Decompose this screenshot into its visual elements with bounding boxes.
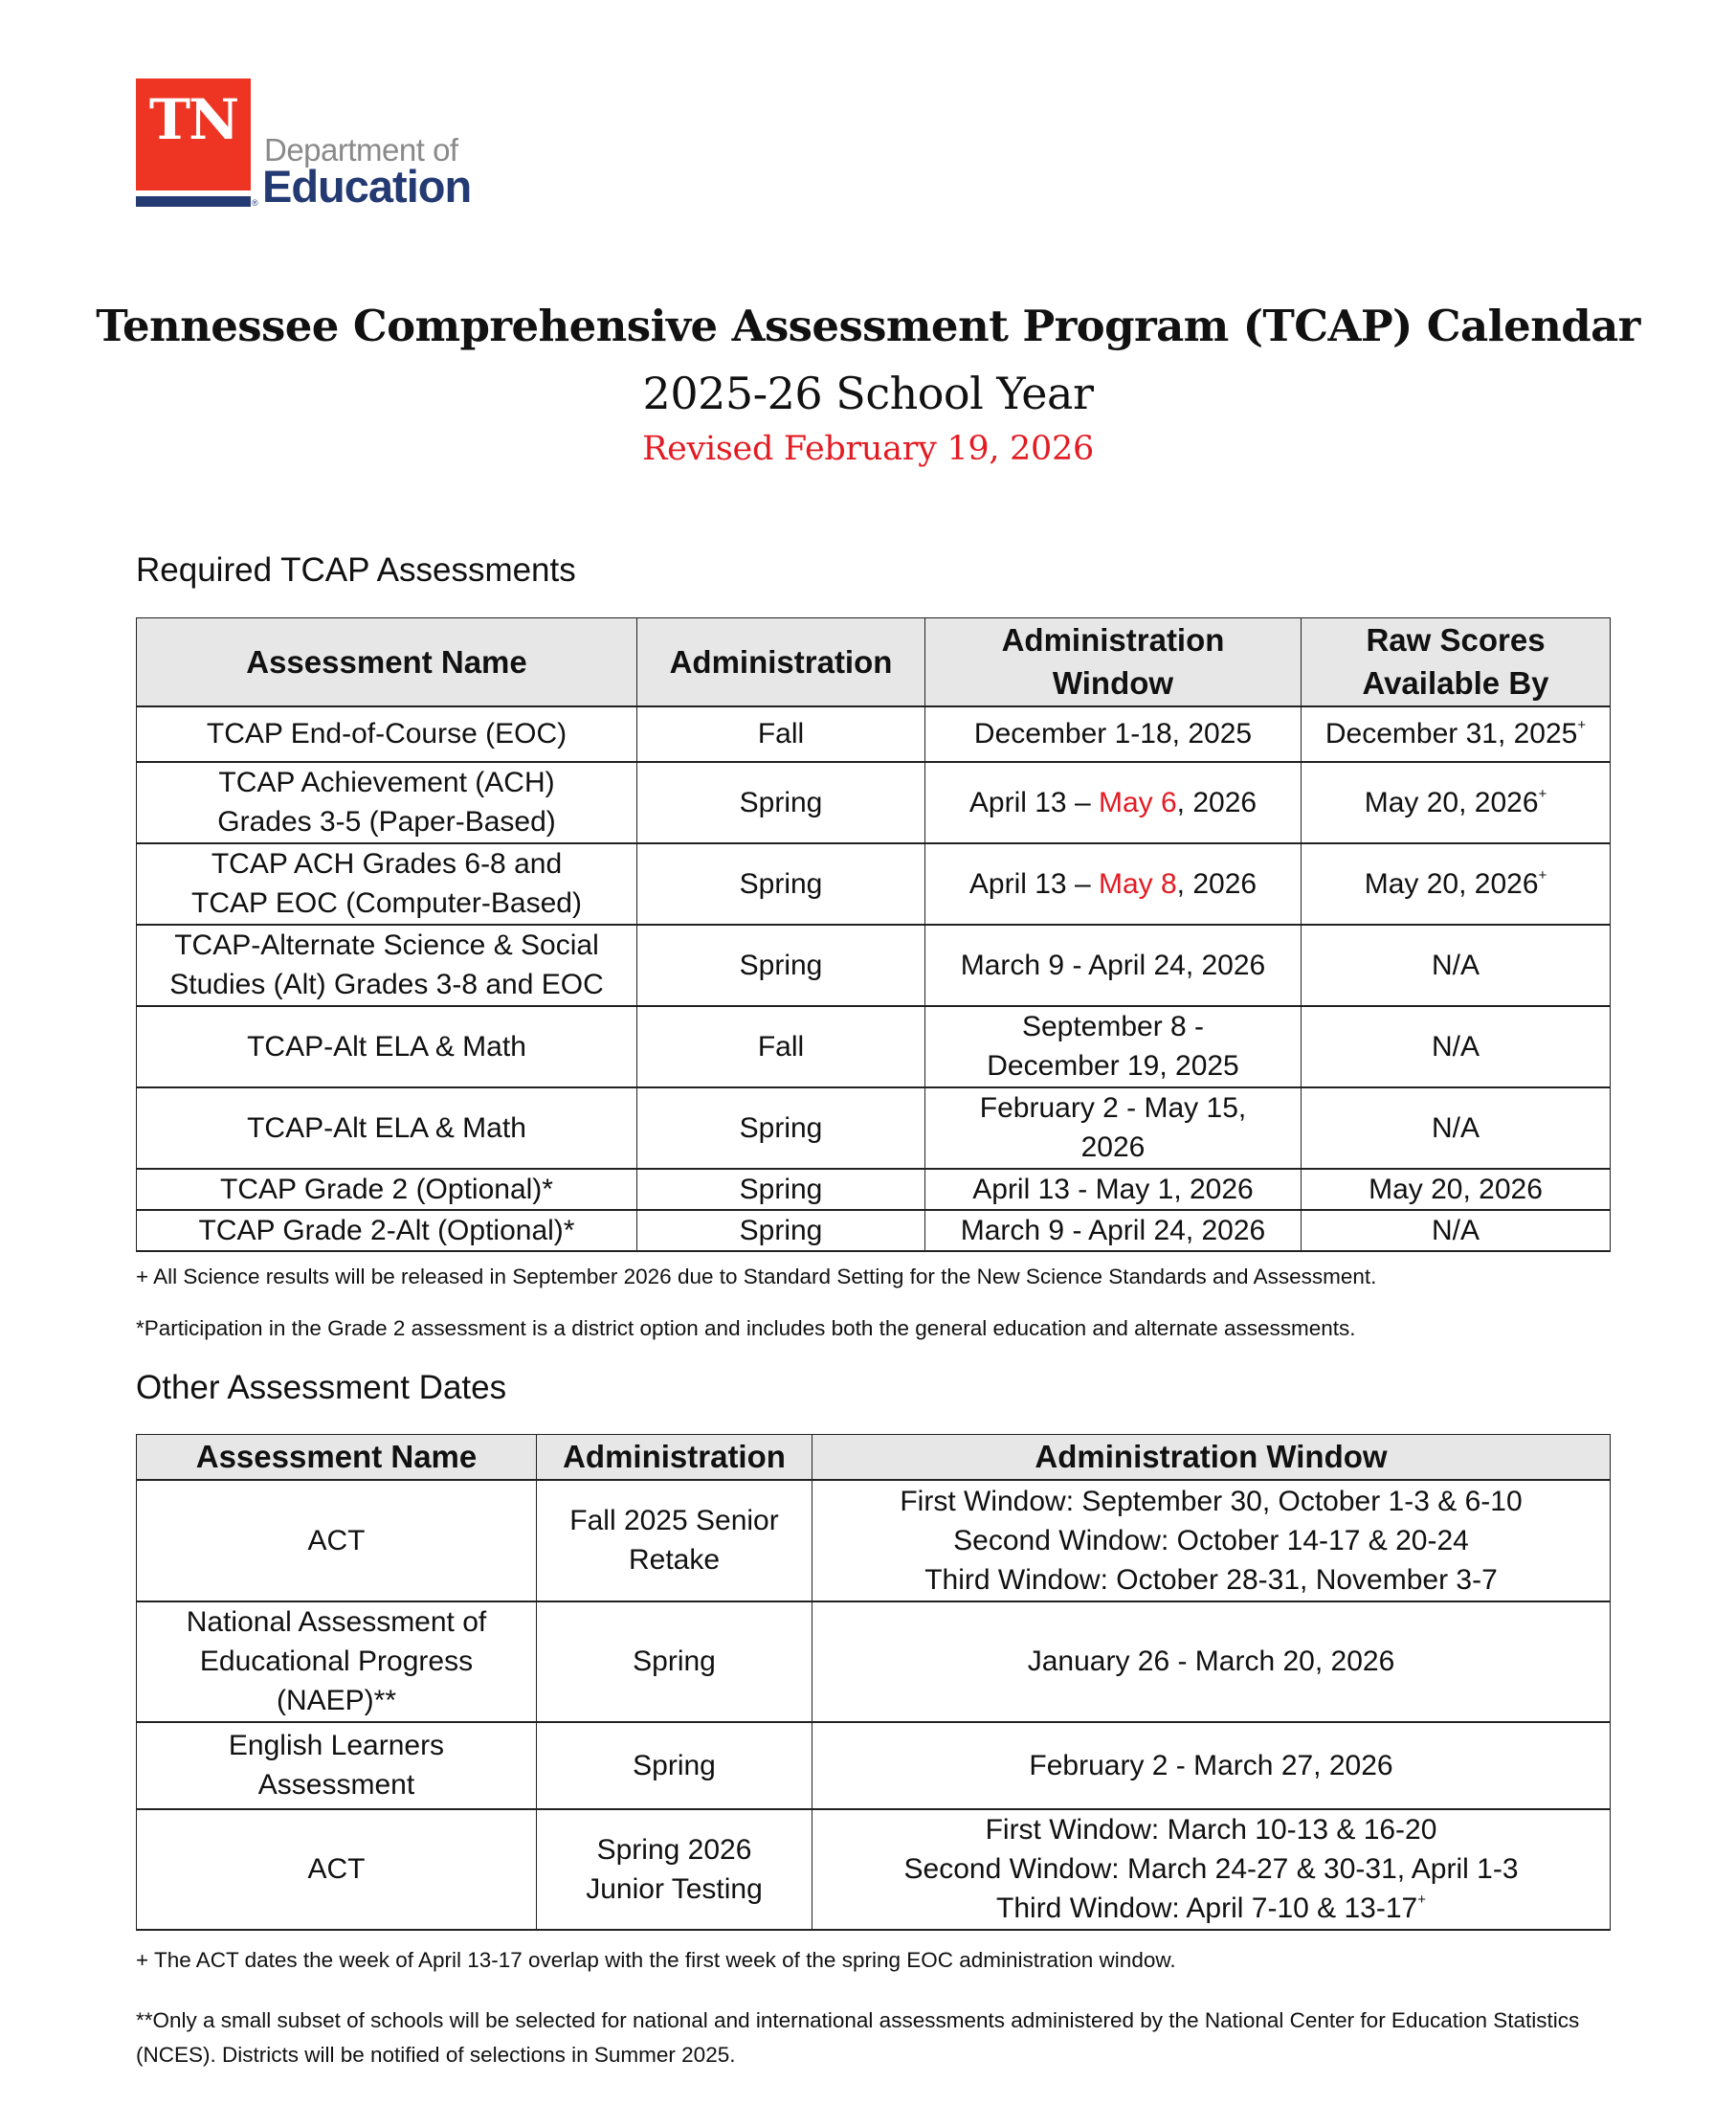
administration: Spring	[637, 1210, 925, 1251]
assessment-name: TCAP-Alt ELA & Math	[137, 1087, 637, 1169]
table-row	[137, 843, 1611, 925]
administration-window: First Window: September 30, October 1-3 & 6-10 Second Window: October 14-17 & 20-24 Third Window: October 28-31, November 3-7	[812, 1480, 1611, 1601]
administration-window: March 9 - April 24, 2026	[925, 1210, 1302, 1251]
raw-scores-date: N/A	[1302, 1210, 1611, 1251]
administration-window: February 2 - March 27, 2026	[812, 1722, 1611, 1809]
administration: Spring	[637, 925, 925, 1006]
plus-footnote-mark: +	[1538, 866, 1547, 884]
other-assessments-table	[136, 1434, 1611, 1931]
administration-window: September 8 - December 19, 2025	[925, 1006, 1302, 1087]
table-row	[137, 1601, 1611, 1722]
administration-window: April 13 - May 1, 2026	[925, 1169, 1302, 1210]
table-row	[137, 1087, 1611, 1169]
col-header-administration-window: Administration Window	[812, 1435, 1611, 1480]
table-row	[137, 1169, 1611, 1210]
administration-window: December 1-18, 2025	[925, 706, 1302, 762]
administration: Spring 2026 Junior Testing	[537, 1809, 812, 1930]
page-subtitle: 2025-26 School Year	[642, 368, 1094, 419]
footnote-grade2-participation: *Participation in the Grade 2 assessment is a district option and includes both the general education and alternate assessments.	[136, 1316, 1356, 1340]
logo-underline-bar	[136, 196, 251, 207]
logo-education-text: Education	[262, 161, 472, 212]
administration-window: April 13 – May 8, 2026	[925, 843, 1302, 925]
footnote-act-overlap: + The ACT dates the week of April 13-17 overlap with the first week of the spring EOC administration window.	[136, 1948, 1176, 1972]
table-row	[137, 1210, 1611, 1251]
administration: Spring	[637, 762, 925, 843]
plus-footnote-mark: +	[1417, 1892, 1426, 1908]
revised-date-highlight: May 6	[1098, 786, 1177, 818]
assessment-name: TCAP ACH Grades 6-8 and TCAP EOC (Computer-Based)	[137, 843, 637, 925]
table-row	[137, 1480, 1611, 1601]
administration-window: First Window: March 10-13 & 16-20 Second Window: March 24-27 & 30-31, April 1-3 Third Window: April 7-10 & 13-17+	[812, 1809, 1611, 1930]
assessment-name: ACT	[137, 1480, 537, 1601]
col-header-assessment-name: Assessment Name	[137, 1435, 537, 1480]
col-header-administration: Administration	[537, 1435, 812, 1480]
table-row	[137, 1722, 1611, 1809]
raw-scores-date: N/A	[1302, 1006, 1611, 1087]
table-row	[137, 925, 1611, 1006]
assessment-name: TCAP Grade 2 (Optional)*	[137, 1169, 637, 1210]
administration: Spring	[637, 1169, 925, 1210]
logo-department-text: Department of	[264, 132, 458, 168]
raw-scores-date: December 31, 2025+	[1302, 706, 1611, 762]
assessment-name: TCAP Grade 2-Alt (Optional)*	[137, 1210, 637, 1251]
assessment-name: TCAP-Alternate Science & Social Studies (Alt) Grades 3-8 and EOC	[137, 925, 637, 1006]
plus-footnote-mark: +	[1538, 785, 1547, 802]
administration-window: March 9 - April 24, 2026	[925, 925, 1302, 1006]
raw-scores-date: N/A	[1302, 1087, 1611, 1169]
table-header-row	[137, 1435, 1611, 1480]
assessment-name: ACT	[137, 1809, 537, 1930]
administration: Spring	[537, 1601, 812, 1722]
revised-date: Revised February 19, 2026	[642, 430, 1094, 468]
col-header-raw-scores: Raw Scores Available By	[1302, 618, 1611, 706]
administration-window: February 2 - May 15, 2026	[925, 1087, 1302, 1169]
raw-scores-date: N/A	[1302, 925, 1611, 1006]
tn-logo-mark	[136, 78, 251, 190]
administration: Spring	[637, 1087, 925, 1169]
assessment-name: English Learners Assessment	[137, 1722, 537, 1809]
registered-mark: ®	[252, 198, 258, 208]
table-row	[137, 1006, 1611, 1087]
col-header-assessment-name: Assessment Name	[137, 618, 637, 706]
table-row	[137, 706, 1611, 762]
administration: Fall 2025 Senior Retake	[537, 1480, 812, 1601]
footnote-science-results: + All Science results will be released in September 2026 due to Standard Setting for the New Science Standards and Assessment.	[136, 1265, 1377, 1288]
plus-footnote-mark: +	[1577, 717, 1587, 733]
table-header-row	[137, 618, 1611, 706]
col-header-administration-window: Administration Window	[925, 618, 1302, 706]
col-header-administration: Administration	[637, 618, 925, 706]
assessment-name: TCAP-Alt ELA & Math	[137, 1006, 637, 1087]
section-heading-other: Other Assessment Dates	[136, 1369, 507, 1406]
administration: Spring	[537, 1722, 812, 1809]
raw-scores-date: May 20, 2026+	[1302, 762, 1611, 843]
raw-scores-date: May 20, 2026	[1302, 1169, 1611, 1210]
administration-window: April 13 – May 6, 2026	[925, 762, 1302, 843]
tn-logo-text: TN	[148, 87, 238, 152]
administration-window: January 26 - March 20, 2026	[812, 1601, 1611, 1722]
table-row	[137, 762, 1611, 843]
assessment-name: National Assessment of Educational Progress (NAEP)**	[137, 1601, 537, 1722]
revised-date-highlight: May 8	[1098, 867, 1177, 900]
required-assessments-table	[136, 617, 1611, 1252]
assessment-name: TCAP End-of-Course (EOC)	[137, 706, 637, 762]
administration: Fall	[637, 1006, 925, 1087]
administration: Spring	[637, 843, 925, 925]
assessment-name: TCAP Achievement (ACH) Grades 3-5 (Paper-Based)	[137, 762, 637, 843]
table-row	[137, 1809, 1611, 1930]
raw-scores-date: May 20, 2026+	[1302, 843, 1611, 925]
footnote-naep-selection: **Only a small subset of schools will be selected for national and international assessments administered by the National Center for Education Statistics (NCES). Districts will be notified of selections in Summer 2025.	[136, 2008, 1580, 2067]
page-title: Tennessee Comprehensive Assessment Program (TCAP) Calendar	[96, 301, 1640, 351]
section-heading-required: Required TCAP Assessments	[136, 551, 576, 589]
administration: Fall	[637, 706, 925, 762]
